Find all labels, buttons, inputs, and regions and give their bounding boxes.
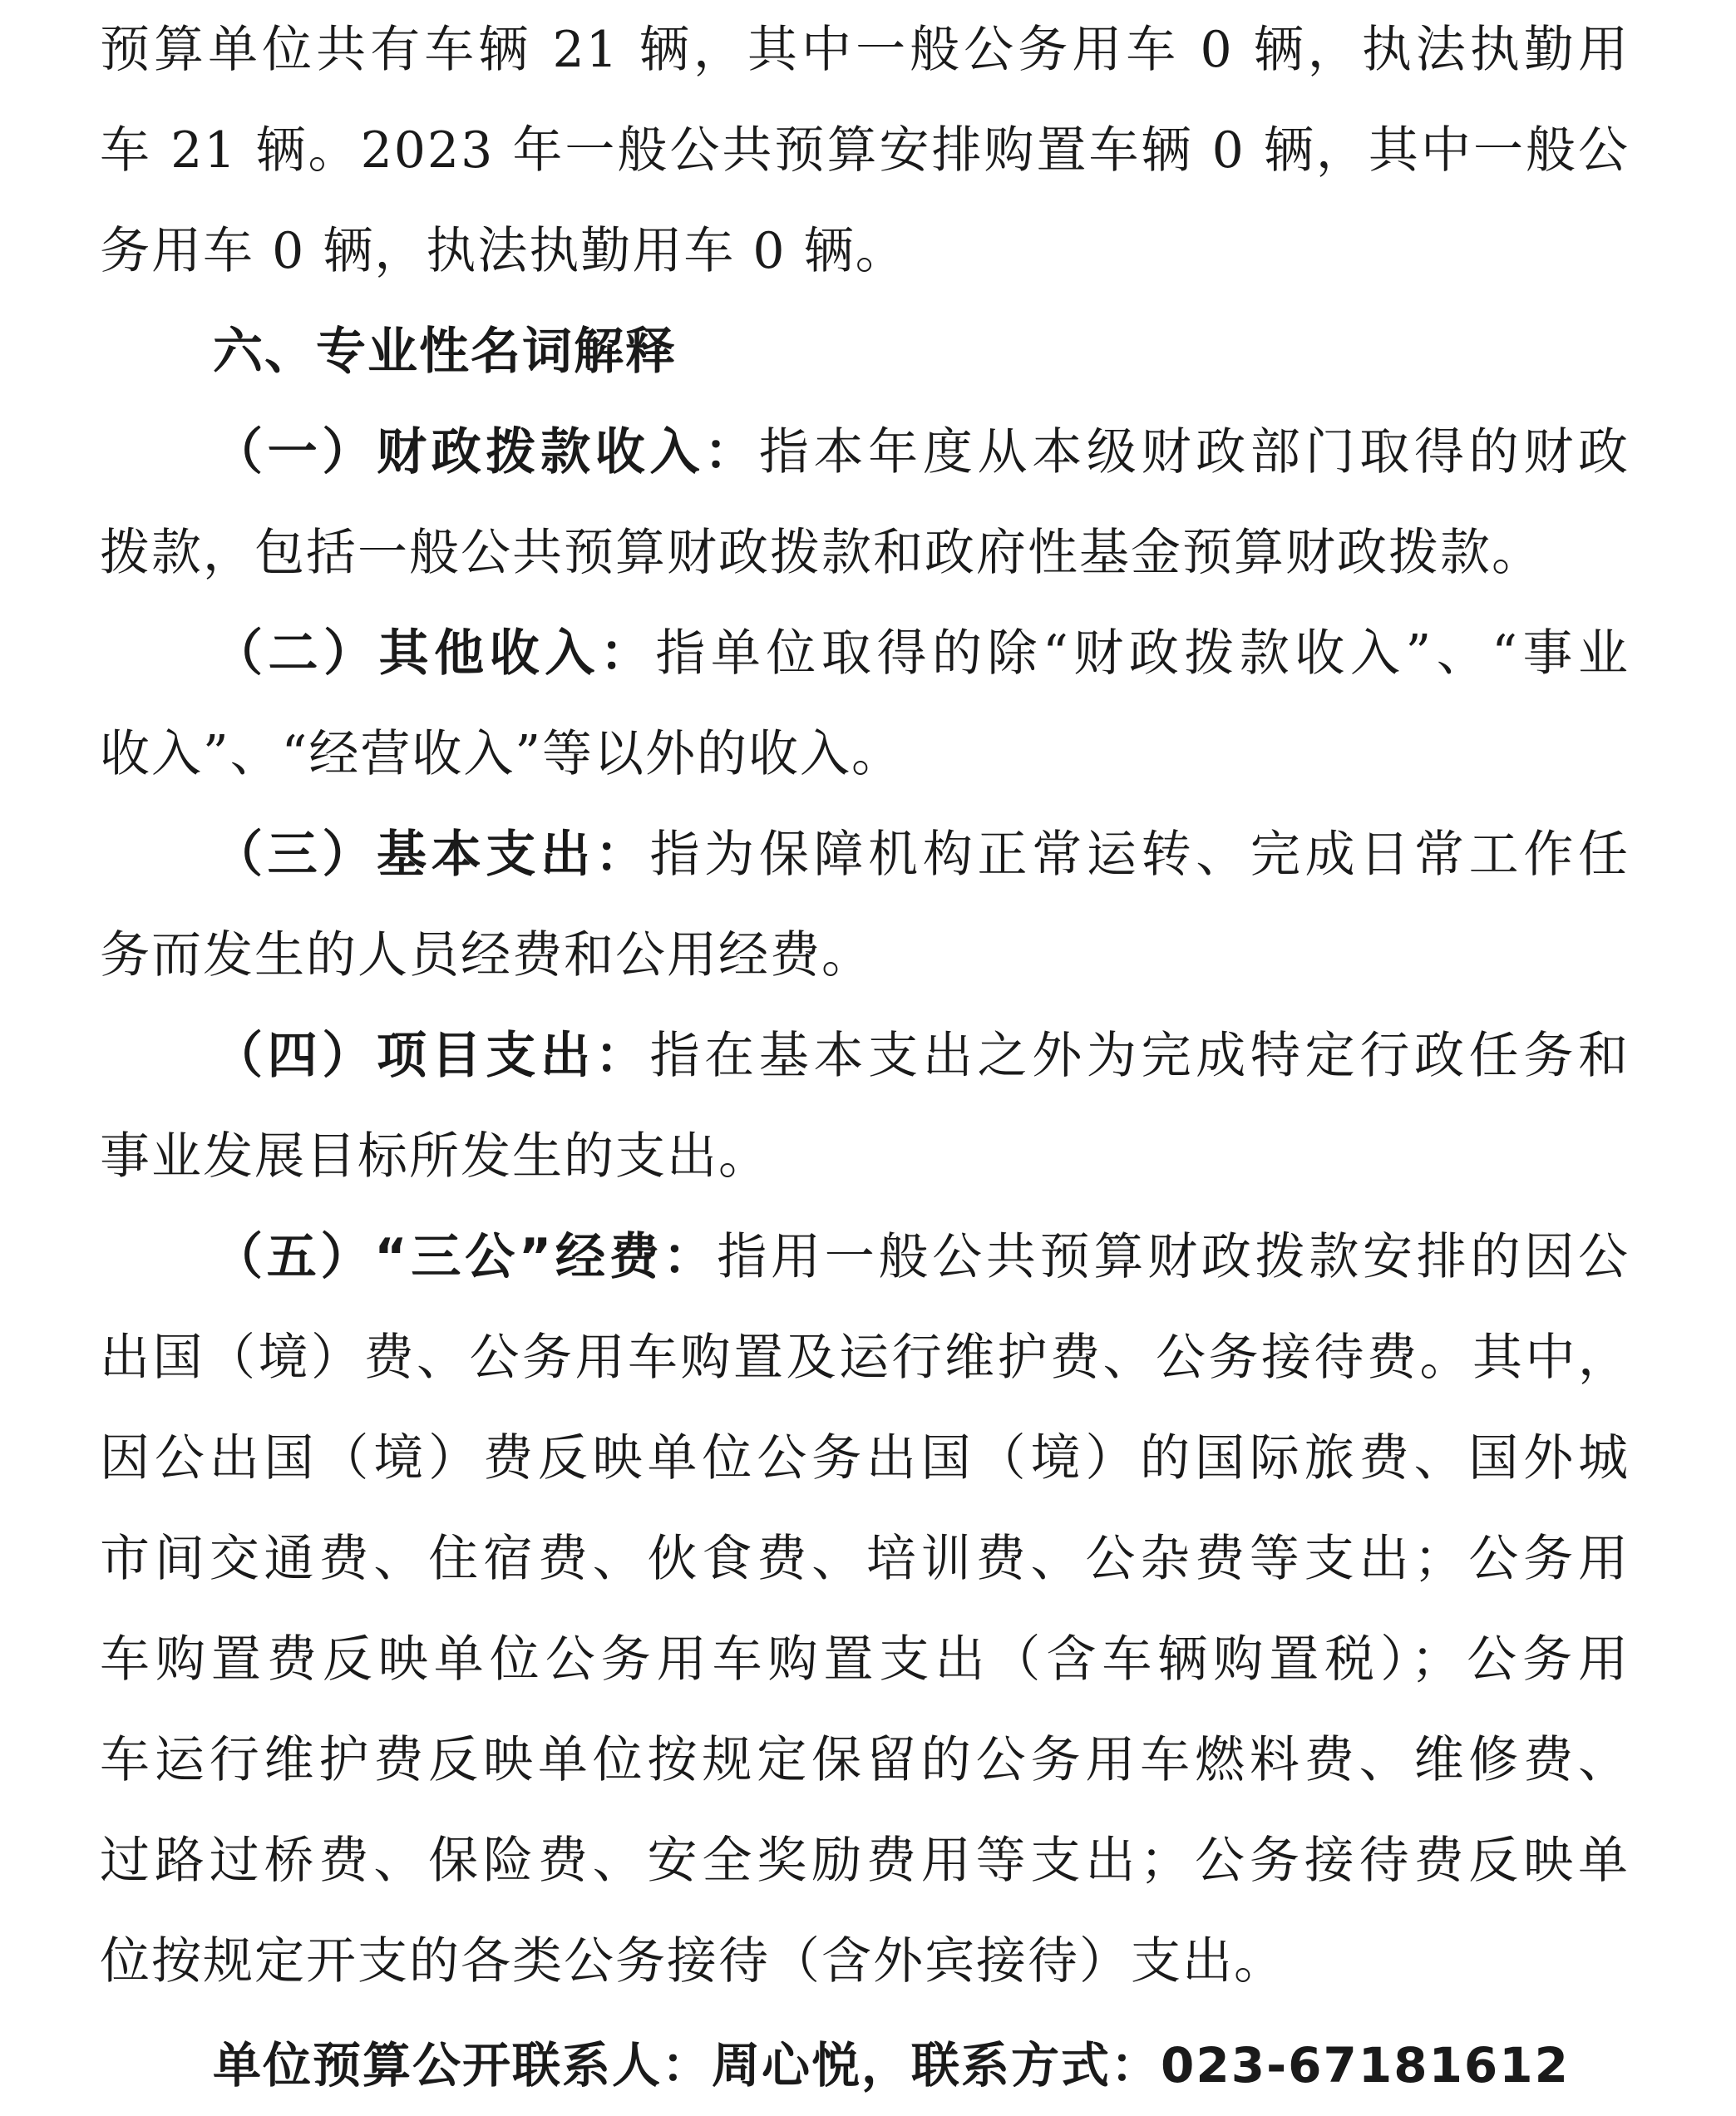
vehicles-paragraph <box>100 0 1630 302</box>
term-paragraph-4 <box>100 1006 1630 1207</box>
term-paragraph-3 <box>100 805 1630 1006</box>
text-line: 市间交通费、住宿费、伙食费、培训费、公杂费等支出；公务用 <box>100 1530 1630 1588</box>
term-definition: 指在基本支出之外为完成特定行政任务和 <box>649 1027 1630 1085</box>
text-line: 因公出国（境）费反映单位公务出国（境）的国际旅费、国外城 <box>100 1429 1630 1487</box>
text-line: 位按规定开支的各类公务接待（含外宾接待）支出。 <box>100 1932 1285 1990</box>
text-line: 预算单位共有车辆 21 辆，其中一般公务用车 0 辆，执法执勤用 <box>100 21 1630 79</box>
text-line: 车购置费反映单位公务用车购置支出（含车辆购置税）；公务用 <box>100 1630 1630 1689</box>
text-line <box>100 402 1630 503</box>
text-line: 过路过桥费、保险费、安全奖励费用等支出；公务接待费反映单 <box>100 1832 1630 1890</box>
text-line: 事业发展目标所发生的支出。 <box>100 1127 770 1186</box>
text-line: 车 21 辆。2023 年一般公共预算安排购置车辆 0 辆，其中一般公 <box>100 121 1630 180</box>
section-heading: 六、专业性名词解释 <box>213 323 677 381</box>
text-line: 拨款，包括一般公共预算财政拨款和政府性基金预算财政拨款。 <box>100 524 1543 582</box>
term-label: （一）财政拨款收入： <box>213 423 759 481</box>
text-line: 务用车 0 辆，执法执勤用车 0 辆。 <box>100 222 907 280</box>
term-label: （五）“三公”经费： <box>213 1228 718 1286</box>
term-definition: 指本年度从本级财政部门取得的财政 <box>758 423 1630 481</box>
term-label: （二）其他收入： <box>213 624 656 683</box>
term-label: （三）基本支出： <box>213 826 650 884</box>
text-line: 出国（境）费、公务用车购置及运行维护费、公务接待费。其中， <box>100 1329 1630 1387</box>
text-line <box>100 1207 1630 1308</box>
contact-line: 单位预算公开联系人：周心悦，联系方式：023-67181612 <box>213 2037 1570 2094</box>
term-label: （四）项目支出： <box>213 1027 650 1085</box>
term-definition: 指为保障机构正常运转、完成日常工作任 <box>649 826 1630 884</box>
term-paragraph-2 <box>100 604 1630 805</box>
text-line: 收入”、“经营收入”等以外的收入。 <box>100 725 904 783</box>
text-line <box>100 1006 1630 1107</box>
text-line: 务而发生的人员经费和公用经费。 <box>100 926 873 984</box>
term-definition: 指用一般公共预算财政拨款安排的因公 <box>717 1228 1630 1286</box>
term-definition: 指单位取得的除“财政拨款收入”、“事业 <box>655 624 1630 683</box>
text-line <box>100 604 1630 704</box>
term-paragraph-5 <box>100 1207 1630 2012</box>
term-paragraph-1 <box>100 402 1630 604</box>
document-page <box>100 0 1630 2116</box>
text-line <box>100 805 1630 905</box>
text-line: 车运行维护费反映单位按规定保留的公务用车燃料费、维修费、 <box>100 1731 1630 1789</box>
